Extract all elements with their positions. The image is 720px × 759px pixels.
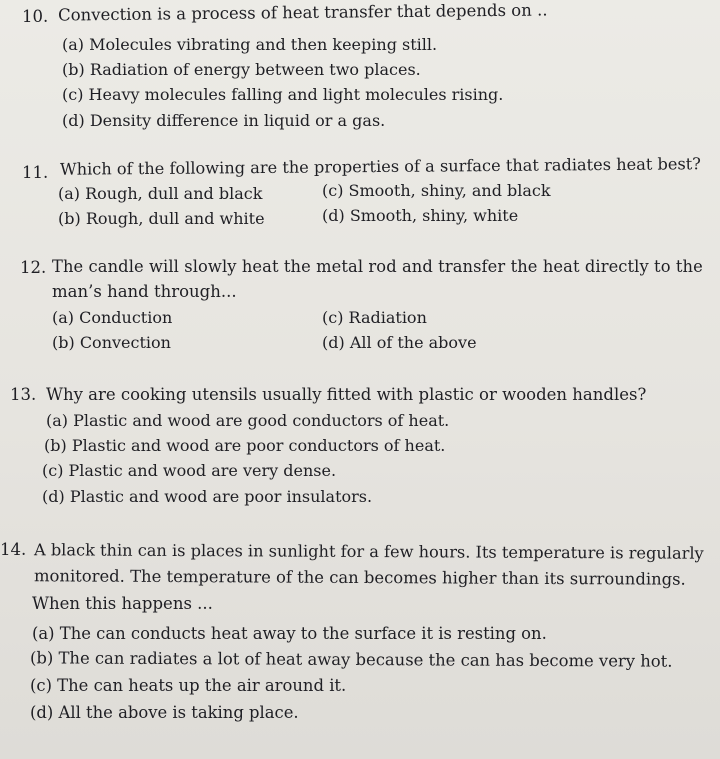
question-10-number: 10. <box>22 7 49 26</box>
question-14-option-c: (c) The can heats up the air around it. <box>30 676 347 695</box>
question-13-number: 13. <box>10 385 37 404</box>
question-11-option-d: (d) Smooth, shiny, white <box>322 206 519 225</box>
question-11-text: Which of the following are the properties of a surface that radiates heat best? <box>59 154 701 179</box>
question-12-number: 12. <box>20 258 47 277</box>
question-10-option-c: (c) Heavy molecules falling and light molecules rising. <box>62 85 504 104</box>
question-14-option-d: (d) All the above is taking place. <box>30 703 299 722</box>
question-10-option-a: (a) Molecules vibrating and then keeping still. <box>62 35 438 54</box>
question-10-text: Convection is a process of heat transfer that depends on .. <box>57 0 548 25</box>
question-13-text: Why are cooking utensils usually fitted with plastic or wooden handles? <box>46 385 647 404</box>
question-14-text-line-2: monitored. The temperature of the can becomes higher than its surroundings. <box>33 566 686 589</box>
question-11-option-b: (b) Rough, dull and white <box>58 209 265 228</box>
question-11-option-a: (a) Rough, dull and black <box>58 184 263 203</box>
question-12-text-line-2: man’s hand through... <box>52 282 237 301</box>
question-14-option-b: (b) The can radiates a lot of heat away because the can has become very hot. <box>29 648 673 671</box>
question-14-number: 14. <box>0 540 27 559</box>
question-13-option-b: (b) Plastic and wood are poor conductors of heat. <box>44 436 446 455</box>
question-14-text-line-3: When this happens ... <box>32 594 213 613</box>
question-14-text-line-1: A black thin can is places in sunlight for a few hours. Its temperature is regularly <box>33 540 704 563</box>
question-14-option-a: (a) The can conducts heat away to the surface it is resting on. <box>32 624 547 643</box>
question-12-option-a: (a) Conduction <box>52 308 173 327</box>
question-10-option-d: (d) Density difference in liquid or a gas. <box>62 111 386 130</box>
question-11-number: 11. <box>22 163 49 182</box>
question-11-option-c: (c) Smooth, shiny, and black <box>322 181 551 200</box>
question-12-text-line-1: The candle will slowly heat the metal rod and transfer the heat directly to the <box>52 257 703 276</box>
question-12-option-d: (d) All of the above <box>322 333 477 352</box>
question-13-option-c: (c) Plastic and wood are very dense. <box>42 461 337 480</box>
question-10-option-b: (b) Radiation of energy between two places. <box>62 60 421 79</box>
question-12-option-c: (c) Radiation <box>322 308 427 327</box>
question-12-option-b: (b) Convection <box>52 333 171 352</box>
question-13-option-d: (d) Plastic and wood are poor insulators. <box>42 487 373 506</box>
question-13-option-a: (a) Plastic and wood are good conductors of heat. <box>46 411 450 430</box>
